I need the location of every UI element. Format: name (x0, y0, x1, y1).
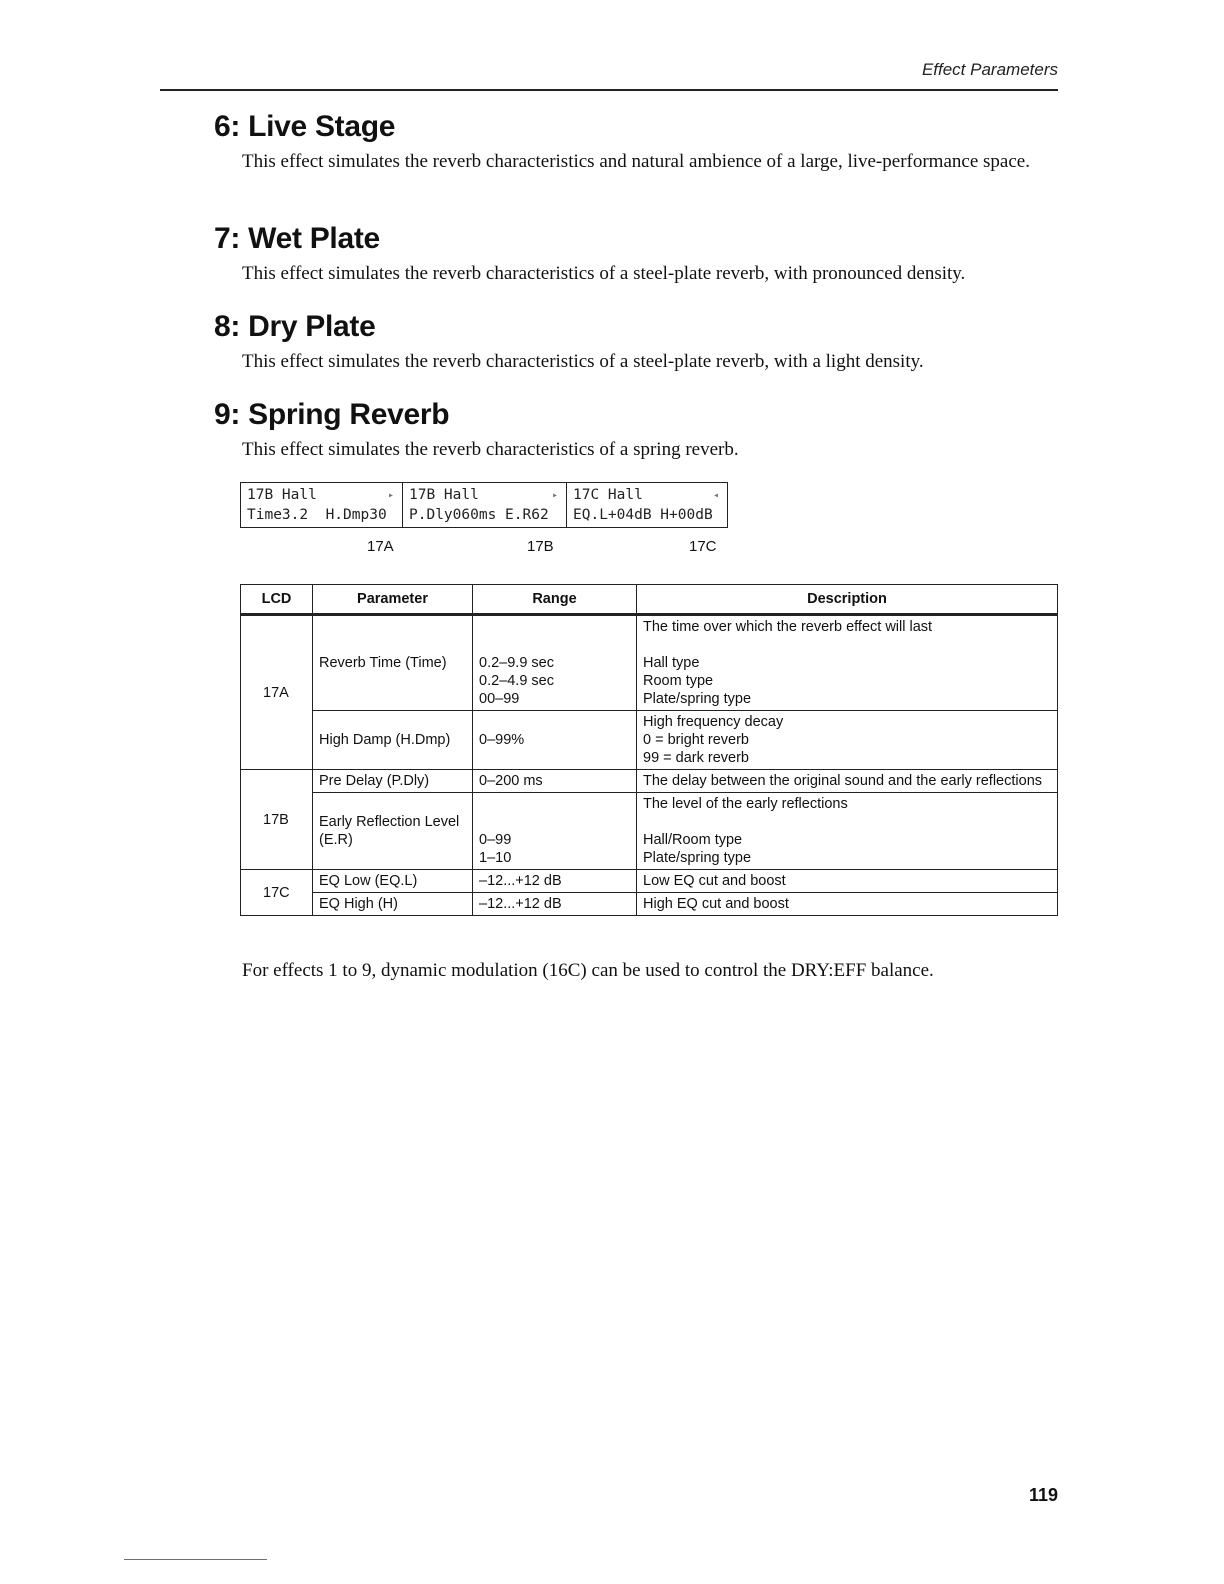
table-row (241, 711, 1058, 770)
range-cell (473, 793, 637, 870)
parameter-name: Early Reflection Level (319, 814, 460, 830)
running-header: Effect Parameters (921, 60, 1058, 79)
lcd-line-1: 17C Hall (573, 487, 643, 503)
description-line: Hall type (643, 655, 700, 671)
description-line: Plate/spring type (643, 850, 752, 866)
table-row (241, 770, 1058, 793)
parameter-cell: EQ High (H) (313, 893, 473, 916)
cursor-icon: ▸ (387, 490, 394, 501)
footnote: For effects 1 to 9, dynamic modulation (16C) can be used to control the DRY:EFF balance. (242, 960, 934, 981)
section-live-stage (214, 110, 1064, 174)
section-spring-reverb (214, 398, 1064, 462)
parameter-table (240, 584, 1058, 916)
range-cell: –12...+12 dB (473, 893, 637, 916)
cursor-icon: ▸ (551, 490, 558, 501)
range-value: 0–200 ms (479, 773, 543, 789)
lcd-line-2: Time3.2 H.Dmp30 (247, 507, 387, 523)
cursor-icon: ◂ (712, 490, 719, 501)
description-cell: Low EQ cut and boost (637, 870, 1058, 893)
parameter-cell (313, 770, 473, 793)
parameter-cell (313, 615, 473, 711)
description-cell (637, 770, 1058, 793)
lcd-line-2: EQ.L+04dB H+00dB (573, 507, 713, 523)
lcd-screens (240, 482, 728, 528)
description-intro: The time over which the reverb effect will last (643, 619, 933, 635)
description-line: Plate/spring type (643, 691, 752, 707)
range-cell (473, 615, 637, 711)
table-row (241, 893, 1058, 916)
range-value: 00–99 (479, 691, 520, 707)
section-title: 8: Dry Plate (214, 310, 376, 343)
lcd-label-17a: 17A (367, 538, 394, 555)
lcd-screen-17b (403, 483, 567, 527)
parameter-name: (E.R) (319, 832, 353, 848)
range-cell (473, 711, 637, 770)
table-row (241, 615, 1058, 711)
range-value: 0.2–9.9 sec (479, 655, 554, 671)
description-line: Room type (643, 673, 714, 689)
description-intro: The level of the early reflections (643, 796, 848, 812)
range-cell: –12...+12 dB (473, 870, 637, 893)
description-line: Hall/Room type (643, 832, 743, 848)
column-header-lcd: LCD (241, 585, 313, 615)
lcd-label-17c: 17C (689, 538, 717, 555)
range-value: 1–10 (479, 850, 512, 866)
page-number: 119 (1028, 1485, 1058, 1505)
description-line: 99 = dark reverb (643, 750, 749, 766)
lcd-line-1: 17B Hall (409, 487, 479, 503)
description-line: High frequency decay (643, 714, 784, 730)
footer-rule (124, 1559, 267, 1560)
parameter-cell: EQ Low (EQ.L) (313, 870, 473, 893)
range-value: 0–99 (479, 832, 512, 848)
table-row (241, 870, 1058, 893)
table-header-row (241, 585, 1058, 615)
column-header-description: Description (637, 585, 1058, 615)
parameter-cell (313, 711, 473, 770)
description-cell (637, 793, 1058, 870)
description-cell (637, 711, 1058, 770)
description-cell (637, 615, 1058, 711)
section-wet-plate (214, 222, 1064, 286)
section-title: 6: Live Stage (214, 110, 396, 143)
parameter-cell (313, 793, 473, 870)
description-line: The delay between the original sound and the early reflections (643, 773, 1043, 789)
section-text: This effect simulates the reverb characteristics and natural ambience of a large, live-performance space. (242, 151, 1030, 172)
lcd-screen-17c (567, 483, 727, 527)
lcd-cell: 17B (241, 770, 313, 870)
parameter-name: Reverb Time (Time) (319, 655, 447, 671)
section-title: 7: Wet Plate (214, 222, 380, 255)
lcd-cell: 17C (241, 870, 313, 916)
column-header-range: Range (473, 585, 637, 615)
section-title: 9: Spring Reverb (214, 398, 450, 431)
range-value: 0.2–4.9 sec (479, 673, 554, 689)
range-value: 0–99% (479, 732, 525, 748)
description-line: 0 = bright reverb (643, 732, 749, 748)
lcd-screen-17a (241, 483, 403, 527)
parameter-name: High Damp (H.Dmp) (319, 732, 451, 748)
section-text: This effect simulates the reverb characteristics of a steel-plate reverb, with a light density. (242, 351, 924, 372)
lcd-line-2: P.Dly060ms E.R62 (409, 507, 549, 523)
range-cell (473, 770, 637, 793)
lcd-label-17b: 17B (527, 538, 554, 555)
column-header-parameter: Parameter (313, 585, 473, 615)
section-text: This effect simulates the reverb characteristics of a steel-plate reverb, with pronounced density. (242, 263, 966, 284)
section-text: This effect simulates the reverb characteristics of a spring reverb. (242, 439, 739, 460)
lcd-cell: 17A (241, 615, 313, 770)
parameter-name: Pre Delay (P.Dly) (319, 773, 430, 789)
table-row (241, 793, 1058, 870)
description-cell: High EQ cut and boost (637, 893, 1058, 916)
lcd-line-1: 17B Hall (247, 487, 317, 503)
section-dry-plate (214, 310, 1064, 374)
header-rule (160, 89, 1058, 91)
